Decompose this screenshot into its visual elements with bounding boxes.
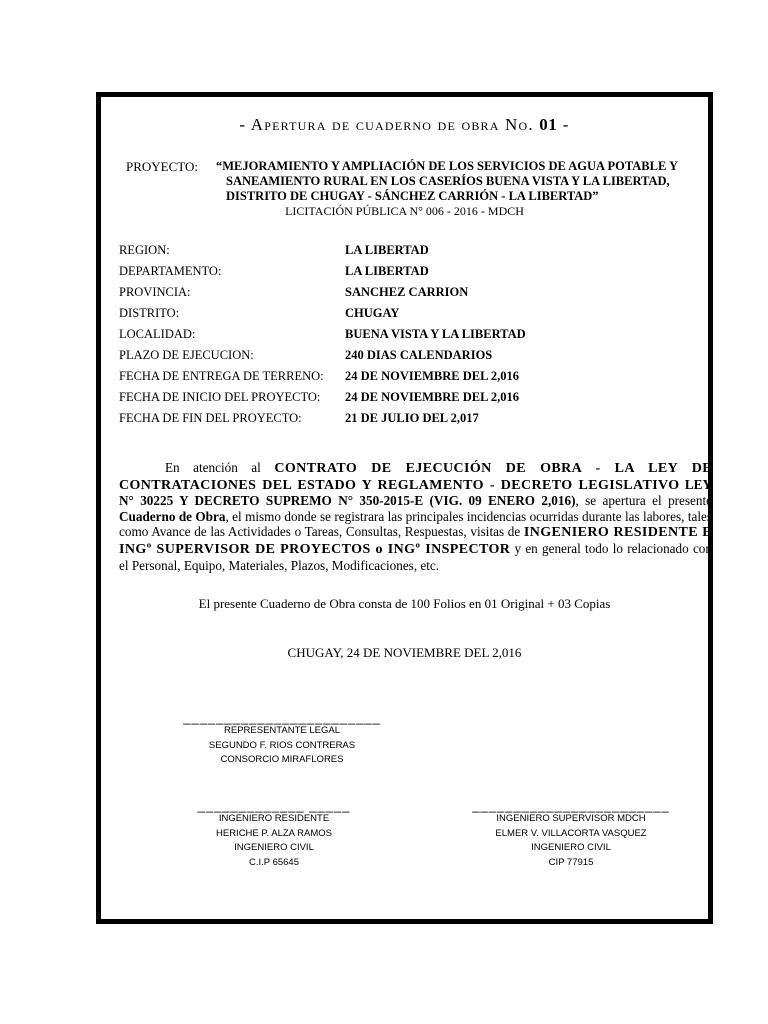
para-law: LEY N° 30225 Y DECRETO SUPREMO N° 350-2015-E (VIG. 09 ENERO 2,016) bbox=[119, 476, 713, 509]
signature-cip: C.I.P 65645 bbox=[248, 856, 299, 868]
project-line-3: DISTRITO DE CHUGAY - SÁNCHEZ CARRIÓN - LA LIBERTAD” bbox=[226, 189, 599, 203]
title-number: 01 bbox=[539, 115, 558, 134]
para-engineers: INGENIERO RESIDENTE E INGº SUPERVISOR DE PROYECTOS o INGº INSPECTOR bbox=[119, 525, 712, 557]
title-main: Apertura de cuaderno de obra No. bbox=[250, 115, 534, 134]
signature-role: INGENIERO RESIDENTE bbox=[218, 813, 330, 824]
para-text: , se apertura el presente bbox=[575, 493, 712, 509]
info-value: 24 DE NOVIEMBRE DEL 2,016 bbox=[345, 369, 519, 383]
info-value: SANCHEZ CARRION bbox=[345, 285, 469, 299]
info-value: LA LIBERTAD bbox=[345, 243, 429, 257]
signature-title: INGENIERO CIVIL bbox=[234, 842, 314, 854]
opening-paragraph bbox=[119, 460, 712, 573]
signature-ingeniero-residente bbox=[169, 799, 379, 870]
place-date: CHUGAY, 24 DE NOVIEMBRE DEL 2,016 bbox=[287, 645, 522, 660]
project-line-1: “MEJORAMIENTO Y AMPLIACIÓN DE LOS SERVICIOS DE AGUA POTABLE Y bbox=[216, 159, 679, 173]
info-value: 24 DE NOVIEMBRE DEL 2,016 bbox=[345, 390, 519, 404]
licitacion-line: LICITACIÓN PÚBLICA N° 006 - 2016 - MDCH bbox=[285, 204, 524, 218]
info-row-region bbox=[119, 243, 429, 264]
info-value: LA LIBERTAD bbox=[345, 264, 429, 278]
info-label: REGION: bbox=[119, 243, 170, 257]
title-prefix: - bbox=[239, 115, 251, 134]
info-value: BUENA VISTA Y LA LIBERTAD bbox=[345, 327, 526, 341]
info-label: FECHA DE FIN DEL PROYECTO: bbox=[119, 411, 302, 425]
document-title bbox=[101, 115, 708, 135]
info-row-provincia bbox=[119, 285, 468, 306]
info-row-distrito bbox=[119, 306, 399, 327]
project-line-2: SANEAMIENTO RURAL EN LOS CASERÍOS BUENA VISTA Y LA LIBERTAD, bbox=[226, 174, 670, 188]
para-cuaderno: Cuaderno de Obra bbox=[119, 508, 226, 524]
signature-title: INGENIERO CIVIL bbox=[531, 842, 611, 854]
title-suffix: - bbox=[557, 115, 570, 134]
para-text: , el mismo donde se registrara las principales incidencias ocurridas durante las labores, tales como Avance de las Actividades o Tareas, Consultas, Respuestas, visitas de bbox=[119, 508, 712, 540]
info-row-departamento bbox=[119, 264, 429, 285]
folios-statement: El presente Cuaderno de Obra consta de 100 Folios en 01 Original + 03 Copias bbox=[198, 596, 611, 611]
para-contract: CONTRATO DE EJECUCIÓN DE OBRA - LA LEY DE CONTRATACIONES DEL ESTADO Y REGLAMENTO - DECRETO LEGISLATIVO bbox=[119, 461, 712, 493]
signature-org: CONSORCIO MIRAFLORES bbox=[220, 754, 344, 766]
info-row-localidad bbox=[119, 327, 526, 348]
para-text: En atención al bbox=[165, 460, 275, 475]
signature-name: SEGUNDO F. RIOS CONTRERAS bbox=[208, 739, 356, 751]
signature-role: INGENIERO SUPERVISOR MDCH bbox=[496, 813, 646, 824]
info-label: LOCALIDAD: bbox=[119, 327, 196, 341]
info-label: PLAZO DE EJECUCION: bbox=[119, 348, 254, 362]
info-row-inicio bbox=[119, 390, 519, 411]
info-label: DEPARTAMENTO: bbox=[119, 264, 222, 278]
info-value: CHUGAY bbox=[345, 306, 400, 320]
para-text: y en general todo lo relacionado con el Personal, Equipo, Materiales, Plazos, Modificaciones, etc. bbox=[119, 540, 712, 573]
signature-name: HERICHE P. ALZA RAMOS bbox=[216, 827, 332, 839]
info-row-plazo bbox=[119, 348, 492, 369]
info-label: PROVINCIA: bbox=[119, 285, 191, 299]
info-value: 240 DIAS CALENDARIOS bbox=[345, 348, 493, 362]
signature-line: ________________________ bbox=[472, 798, 670, 813]
signature-role: REPRESENTANTE LEGAL bbox=[224, 725, 340, 736]
info-value: 21 DE JULIO DEL 2,017 bbox=[345, 411, 479, 425]
info-label: DISTRITO: bbox=[119, 306, 180, 320]
signature-name: ELMER V. VILLACORTA VASQUEZ bbox=[495, 827, 647, 839]
info-row-entrega bbox=[119, 369, 519, 390]
signature-line: ________________________ bbox=[183, 710, 381, 725]
info-row-fin bbox=[119, 411, 479, 432]
project-description bbox=[216, 159, 696, 204]
info-label: FECHA DE ENTREGA DE TERRENO: bbox=[119, 369, 324, 383]
document-frame bbox=[96, 92, 713, 924]
signature-representante-legal bbox=[171, 711, 393, 768]
signature-line: _____________ _____ bbox=[197, 798, 351, 813]
info-label: FECHA DE INICIO DEL PROYECTO: bbox=[119, 390, 321, 404]
project-label: PROYECTO: bbox=[126, 159, 198, 174]
signature-ingeniero-supervisor bbox=[456, 799, 686, 870]
signature-cip: CIP 77915 bbox=[548, 856, 594, 868]
